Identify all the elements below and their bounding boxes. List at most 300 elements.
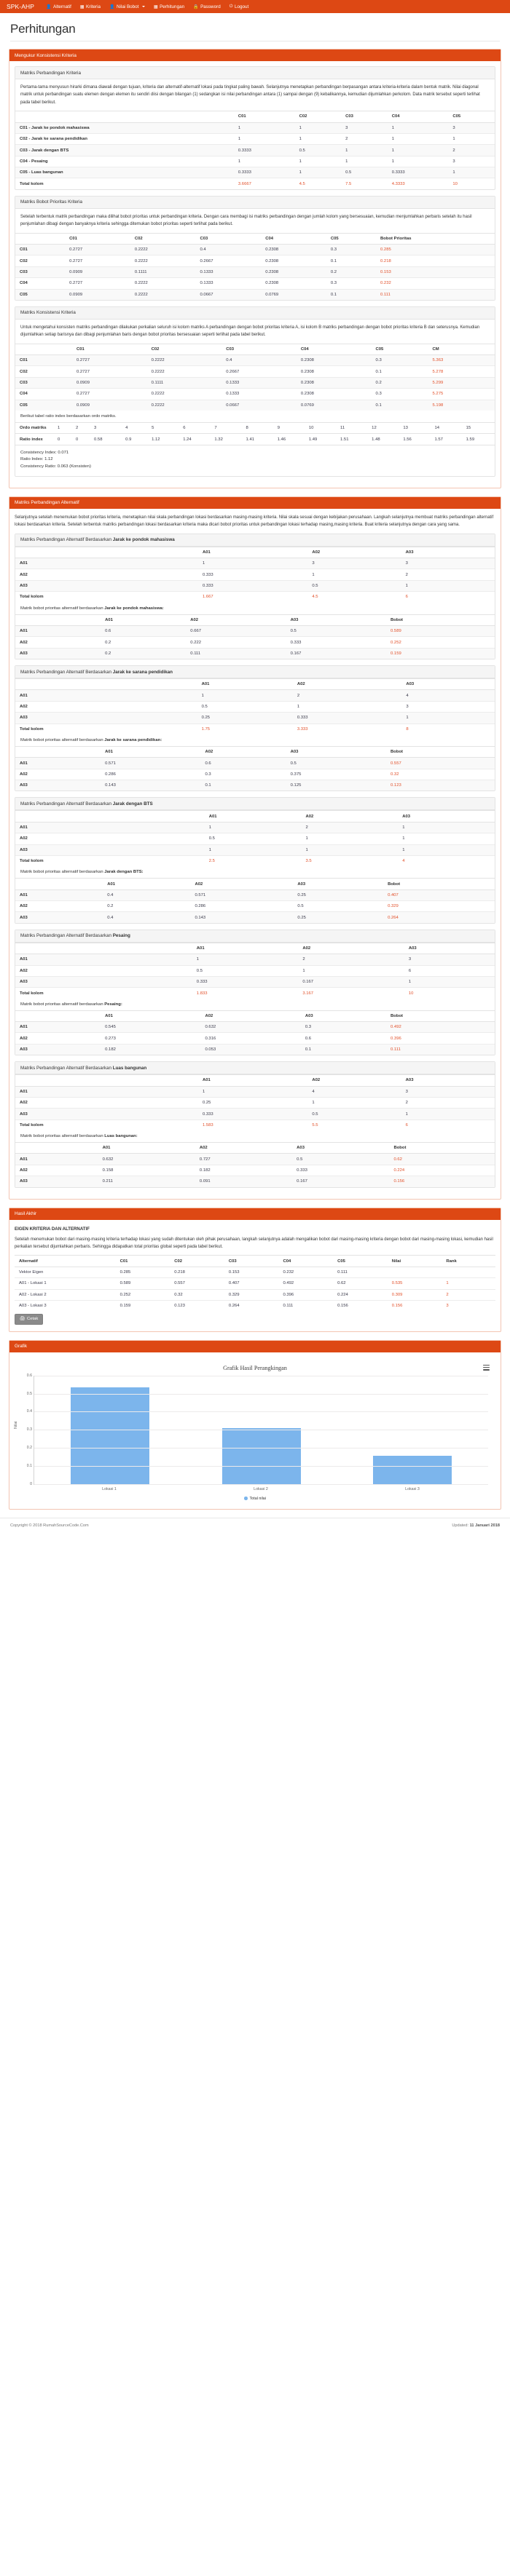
ratio-index-value-cell: 0 bbox=[55, 434, 73, 445]
table-cell: 0.3 bbox=[372, 355, 428, 366]
table-cell-highlight: 0.153 bbox=[376, 266, 495, 277]
table-row-label: Total kolom bbox=[15, 178, 234, 189]
table-column-header bbox=[15, 1075, 198, 1086]
table-column-header: C01 bbox=[116, 1256, 170, 1267]
table-row-label: A01 bbox=[15, 889, 103, 900]
table-cell: 0.3 bbox=[301, 1022, 386, 1033]
table-cell: 4 bbox=[401, 690, 495, 701]
panel-perbandingan-alternatif bbox=[9, 496, 501, 1200]
table-cell: 0.5 bbox=[292, 1154, 389, 1165]
table-header-row bbox=[15, 233, 495, 244]
table-cell: 1 bbox=[301, 844, 398, 855]
chart-bar[interactable] bbox=[373, 1456, 452, 1484]
table-column-header: CM bbox=[428, 344, 495, 354]
table-row-label: A02 bbox=[15, 637, 101, 648]
table-column-header: A02 bbox=[195, 1143, 292, 1154]
page-container bbox=[0, 22, 510, 1510]
table-row-label: A03 bbox=[15, 648, 101, 659]
table-cell: 1 bbox=[341, 156, 388, 167]
criteria-name: Jarak ke sarana pendidikan bbox=[112, 669, 173, 675]
ratio-index-row-label: Ratio index bbox=[15, 434, 55, 445]
table-column-header: C03 bbox=[196, 233, 262, 244]
table-cell: 0.4 bbox=[103, 912, 190, 923]
table-row-label: A01 bbox=[15, 1154, 98, 1165]
table-cell: 6 bbox=[404, 965, 495, 976]
table-cell: 6 bbox=[401, 592, 495, 603]
table-column-header: C04 bbox=[297, 344, 372, 354]
table-body bbox=[15, 1022, 495, 1055]
table-row bbox=[15, 1022, 495, 1033]
table-row-label: A03 bbox=[15, 580, 198, 591]
table-hasil-akhir bbox=[15, 1255, 495, 1311]
description-text: Untuk mengetahui konsisten matriks perbandingan dilakukan perkalian seluruh isi kolom matriks A perbandingan dengan bobot prioritas kriteria A, isi kolom B matriks perbandingan dengan bobot prioritas kriteria B dan seterusnya. Kemudian dijumlahkan setiap barisnya dan dibagi penjumlahan baris dengan bobot prioritas bersesuaian seperti terlihat pada tabel berikut. bbox=[20, 325, 480, 338]
table-body bbox=[15, 558, 495, 603]
table-cell-highlight: 0.159 bbox=[386, 648, 495, 659]
table-column-header bbox=[15, 344, 72, 354]
table-column-header: C05 bbox=[333, 1256, 388, 1267]
table-cell: 0.2222 bbox=[147, 400, 222, 411]
table-cell-highlight: 0.264 bbox=[383, 912, 495, 923]
table-column-header: C03 bbox=[221, 344, 297, 354]
grid-icon: ▦ bbox=[79, 4, 85, 9]
table-cell-rank: 2 bbox=[442, 1289, 495, 1300]
table-header-row bbox=[15, 111, 495, 122]
table-cell: 3.5 bbox=[301, 855, 398, 866]
table-row-label: C04 bbox=[15, 278, 65, 289]
table-header-row bbox=[15, 614, 495, 625]
table-cell: 0.407 bbox=[224, 1278, 279, 1289]
table-cell: 1 bbox=[298, 965, 404, 976]
ratio-index-ordo-cell: 3 bbox=[91, 422, 122, 433]
table-row-label: A03 - Lokasi 3 bbox=[15, 1300, 116, 1311]
table-column-header: A03 bbox=[286, 614, 386, 625]
table-cell: 0.2 bbox=[101, 637, 186, 648]
footer-updated bbox=[452, 1523, 500, 1528]
table-cell: 7.5 bbox=[341, 178, 388, 189]
table-body bbox=[15, 690, 495, 734]
table-header-row bbox=[15, 1143, 495, 1154]
table-column-header: C01 bbox=[65, 233, 130, 244]
nav-label: Nilai Bobot bbox=[116, 4, 139, 9]
table-row-label: A01 bbox=[15, 1022, 101, 1033]
box-title: Matriks Perbandingan Alternatif Berdasarkan Jarak dengan BTS bbox=[15, 798, 495, 810]
table-cell: 1 bbox=[341, 145, 388, 156]
table-column-header: A03 bbox=[401, 1075, 495, 1086]
table-row bbox=[15, 912, 495, 923]
table-cell: 0.2308 bbox=[261, 266, 326, 277]
table-cell: 0.32 bbox=[170, 1289, 224, 1300]
table-column-header bbox=[15, 943, 192, 954]
table-cell: 0.375 bbox=[286, 769, 386, 780]
table-cell: 0.1 bbox=[372, 366, 428, 377]
table-row-label: A01 - Lokasi 1 bbox=[15, 1278, 116, 1289]
table-row bbox=[15, 122, 495, 133]
table-cell: 0.211 bbox=[98, 1176, 195, 1187]
table-cell: 0.5 bbox=[295, 145, 342, 156]
table-cell: 0.125 bbox=[286, 780, 386, 791]
table-body bbox=[15, 758, 495, 791]
table-cell: 2 bbox=[401, 1097, 495, 1108]
table-row bbox=[15, 769, 495, 780]
chart-bar[interactable] bbox=[222, 1428, 301, 1484]
table-cell: 2.5 bbox=[205, 855, 302, 866]
table-cell: 0.1 bbox=[326, 255, 376, 266]
table-cell: 0.5 bbox=[286, 625, 386, 636]
table-cell: 0.333 bbox=[198, 1109, 307, 1119]
table-cell: 1 bbox=[398, 822, 495, 833]
table-cell: 0.727 bbox=[195, 1154, 292, 1165]
table-cell: 1 bbox=[198, 1086, 307, 1097]
table-cell: 0.2667 bbox=[221, 366, 297, 377]
box-matriks-konsistensi bbox=[15, 306, 495, 477]
description-text: Setelah menemukan bobot dari masing-masing kriteria terhadap lokasi yang sudah ditentukan oleh pihak perusahaan, langkah selanjutnya adalah mengalikan bobot dari masing-masing kriteria dengan bobot dari masing-masing lokasi, kemudian hasil perkalian tersebut dijumlahkan perbaris. Sehingga didapatkan total prioritas global seperti pada tabel berikut. bbox=[15, 1237, 493, 1250]
table-row-label: A01 bbox=[15, 690, 197, 701]
table-cell: 0.091 bbox=[195, 1176, 292, 1187]
table-column-header: C05 bbox=[372, 344, 428, 354]
box-title: Matriks Perbandingan Alternatif Berdasarkan Pesaing bbox=[15, 930, 495, 943]
table-cell: 0.5 bbox=[197, 701, 293, 712]
chart-bar[interactable] bbox=[71, 1387, 149, 1484]
legend-label: Total nilai bbox=[249, 1496, 266, 1501]
table-row bbox=[15, 266, 495, 277]
table-column-header: A03 bbox=[293, 879, 383, 889]
bobot-note: Matrik bobot prioritas alternatif berdasarkan Jarak ke pondok mahasiswa: bbox=[20, 606, 164, 611]
table-cell-highlight: 0.396 bbox=[386, 1033, 495, 1044]
bobot-note: Matrik bobot prioritas alternatif berdasarkan Jarak dengan BTS: bbox=[20, 870, 144, 875]
table-cell: 0.143 bbox=[101, 780, 200, 791]
table-bobot-alternatif bbox=[15, 1142, 495, 1187]
table-cell: 3 bbox=[307, 558, 401, 569]
nav-item-alternatif[interactable] bbox=[42, 4, 76, 9]
table-cell: 0.0769 bbox=[261, 289, 326, 300]
panel-body bbox=[9, 509, 501, 1199]
table-row bbox=[15, 289, 495, 300]
table-cell: 0.286 bbox=[190, 901, 293, 912]
table-cell: 1.667 bbox=[198, 592, 307, 603]
table-cell-highlight: 0.252 bbox=[386, 637, 495, 648]
table-row-label: A03 bbox=[15, 1109, 198, 1119]
table-cell: 0.1333 bbox=[221, 389, 297, 400]
table-cell: 0.2 bbox=[103, 901, 190, 912]
table-row bbox=[15, 1289, 495, 1300]
nav-item-nilai-bobot[interactable] bbox=[105, 4, 149, 9]
chart-gridline bbox=[34, 1466, 488, 1467]
table-column-header: A02 bbox=[307, 1075, 401, 1086]
table-cell: 0.273 bbox=[101, 1033, 200, 1044]
chart-container bbox=[15, 1358, 495, 1504]
table-cell-nilai: 0.156 bbox=[388, 1300, 442, 1311]
chart-y-tick: 0.2 bbox=[26, 1446, 32, 1450]
table-cell: 0.3 bbox=[372, 389, 428, 400]
table-row bbox=[15, 1300, 495, 1311]
table-row bbox=[15, 844, 495, 855]
table-header-row bbox=[15, 344, 495, 354]
table-cell: 1 bbox=[388, 156, 449, 167]
table-cell: 0.111 bbox=[333, 1267, 388, 1277]
table-cell: 0.286 bbox=[101, 769, 200, 780]
table-body bbox=[15, 355, 495, 411]
table-cell: 4 bbox=[307, 1086, 401, 1097]
table-cell: 0.2308 bbox=[261, 245, 326, 255]
table-cell: 3 bbox=[448, 122, 495, 133]
hamburger-menu-icon[interactable] bbox=[483, 1365, 490, 1371]
table-row-label: A02 bbox=[15, 1033, 101, 1044]
ratio-index-value-cell: 1.51 bbox=[337, 434, 369, 445]
table-column-header: Rank bbox=[442, 1256, 495, 1267]
table-body bbox=[15, 822, 495, 866]
table-row-label: Total kolom bbox=[15, 592, 198, 603]
criteria-name: Jarak ke pondok mahasiswa: bbox=[104, 606, 164, 611]
table-cell: 4.3333 bbox=[388, 178, 449, 189]
table-cell: 0.1111 bbox=[147, 377, 222, 388]
table-row bbox=[15, 278, 495, 289]
table-row bbox=[15, 855, 495, 866]
table-cell: 8 bbox=[401, 724, 495, 734]
box-alternatif-group bbox=[15, 797, 495, 923]
table-row bbox=[15, 592, 495, 603]
table-cell-highlight: 5.363 bbox=[428, 355, 495, 366]
ratio-index-value-cell: 1.12 bbox=[149, 434, 180, 445]
table-bobot-alternatif bbox=[15, 746, 495, 791]
table-cell: 0.0769 bbox=[297, 400, 372, 411]
table-perbandingan-alternatif bbox=[15, 678, 495, 734]
table-column-header bbox=[15, 746, 101, 757]
table-column-header: A02 bbox=[186, 614, 286, 625]
table-cell: 3 bbox=[404, 954, 495, 965]
table-column-header: A01 bbox=[198, 1075, 307, 1086]
ratio-index: Ratio Index: 1.12 bbox=[20, 457, 53, 462]
bobot-note: Matrik bobot prioritas alternatif berdasarkan Pesaing: bbox=[20, 1002, 122, 1007]
hasil-akhir-subtitle: EIGEN KRITERIA DAN ALTERNATIF bbox=[15, 1226, 90, 1232]
table-column-header: A02 bbox=[201, 1010, 301, 1021]
table-cell: 0.0909 bbox=[65, 289, 130, 300]
table-cell: 0.396 bbox=[278, 1289, 333, 1300]
table-cell: 0.25 bbox=[293, 912, 383, 923]
table-cell-highlight: 0.111 bbox=[386, 1044, 495, 1055]
nav-item-perhitungan[interactable] bbox=[149, 4, 189, 9]
table-cell: 2 bbox=[341, 133, 388, 144]
table-column-header: A01 bbox=[192, 943, 299, 954]
brand-logo[interactable]: SPK-AHP bbox=[7, 3, 35, 10]
table-cell: 0.252 bbox=[116, 1289, 170, 1300]
table-cell: 0.285 bbox=[116, 1267, 170, 1277]
nav-item-password[interactable] bbox=[189, 4, 225, 9]
table-cell: 1 bbox=[448, 133, 495, 144]
table-row-label: A03 bbox=[15, 976, 192, 987]
table-header-row bbox=[15, 811, 495, 822]
table-row-label: A02 - Lokasi 2 bbox=[15, 1289, 116, 1300]
table-row-label: Total kolom bbox=[15, 855, 205, 866]
table-column-header: C04 bbox=[261, 233, 326, 244]
table-row-label: Total kolom bbox=[15, 1119, 198, 1130]
table-column-header: C02 bbox=[170, 1256, 224, 1267]
ratio-index-value-cell: 0.9 bbox=[122, 434, 149, 445]
table-row-label: A02 bbox=[15, 769, 101, 780]
table-cell: 0.571 bbox=[190, 889, 293, 900]
table-row-label: C05 bbox=[15, 289, 65, 300]
table-column-header: A01 bbox=[103, 879, 190, 889]
table-column-header: C05 bbox=[326, 233, 376, 244]
table-column-header: C02 bbox=[295, 111, 342, 122]
table-cell: 2 bbox=[448, 145, 495, 156]
table-row bbox=[15, 988, 495, 999]
table-column-header: C03 bbox=[224, 1256, 279, 1267]
table-cell: 0.2 bbox=[326, 266, 376, 277]
table-column-header: A03 bbox=[398, 811, 495, 822]
table-row bbox=[15, 178, 495, 189]
table-row bbox=[15, 1086, 495, 1097]
table-row-label: C02 bbox=[15, 255, 65, 266]
table-cell: 0.3 bbox=[326, 245, 376, 255]
table-cell: 0.2308 bbox=[297, 389, 372, 400]
table-column-header bbox=[15, 233, 65, 244]
table-row-label: A01 bbox=[15, 625, 101, 636]
chart-x-tick: Lokasi 1 bbox=[102, 1486, 117, 1491]
table-cell-nilai: 0.535 bbox=[388, 1278, 442, 1289]
nav-item-logout[interactable] bbox=[225, 4, 254, 9]
table-row-label: A01 bbox=[15, 954, 192, 965]
table-column-header: A03 bbox=[301, 1010, 386, 1021]
table-cell: 0.3333 bbox=[234, 167, 295, 178]
criteria-name: Jarak dengan BTS: bbox=[104, 870, 144, 875]
nav-item-kriteria[interactable] bbox=[76, 4, 105, 9]
table-cell-highlight: 0.32 bbox=[386, 769, 495, 780]
page-title: Perhitungan bbox=[10, 22, 76, 36]
table-cell-highlight: 0.111 bbox=[376, 289, 495, 300]
table-row bbox=[15, 901, 495, 912]
ratio-index-ordo-cell: 2 bbox=[73, 422, 91, 433]
table-cell: 1.75 bbox=[197, 724, 293, 734]
table-row-label: A01 bbox=[15, 758, 101, 769]
table-cell: 0.2727 bbox=[65, 245, 130, 255]
table-cell: 0.1 bbox=[201, 780, 286, 791]
table-cell: 0.111 bbox=[278, 1300, 333, 1311]
box-title: Matriks Perbandingan Alternatif Berdasarkan Jarak ke sarana pendidikan bbox=[15, 666, 495, 678]
table-cell: 1 bbox=[192, 954, 299, 965]
chevron-down-icon bbox=[142, 6, 145, 7]
user-icon: 👤 bbox=[46, 4, 52, 9]
table-cell: 0.5 bbox=[341, 167, 388, 178]
box-matriks-bobot-prioritas bbox=[15, 196, 495, 301]
table-row bbox=[15, 156, 495, 167]
table-body bbox=[15, 1154, 495, 1187]
table-cell: 0.0909 bbox=[65, 266, 130, 277]
table-cell: 0.2727 bbox=[72, 355, 147, 366]
table-cell: 0.3 bbox=[201, 769, 286, 780]
box-title: Matriks Perbandingan Kriteria bbox=[15, 67, 495, 79]
panel-title: Grafik bbox=[9, 1341, 501, 1352]
table-header-row bbox=[15, 1075, 495, 1086]
table-column-header: A03 bbox=[292, 1143, 389, 1154]
chart-legend[interactable] bbox=[17, 1497, 493, 1501]
table-cell: 0.3333 bbox=[388, 167, 449, 178]
table-row bbox=[15, 366, 495, 377]
table-cell: 0.2308 bbox=[261, 255, 326, 266]
table-row bbox=[15, 724, 495, 734]
table-cell: 2 bbox=[401, 569, 495, 580]
table-cell: 0.156 bbox=[333, 1300, 388, 1311]
box-body bbox=[15, 79, 495, 106]
print-button[interactable] bbox=[15, 1314, 43, 1324]
table-cell: 0.2 bbox=[372, 377, 428, 388]
table-cell-highlight: 0.557 bbox=[386, 758, 495, 769]
table-header-row bbox=[15, 547, 495, 558]
table-cell: 0.589 bbox=[116, 1278, 170, 1289]
box-alternatif-group bbox=[15, 665, 495, 791]
table-cell: 3.6667 bbox=[234, 178, 295, 189]
table-row bbox=[15, 1267, 495, 1277]
table-row bbox=[15, 976, 495, 987]
table-row bbox=[15, 1278, 495, 1289]
table-column-header bbox=[15, 879, 103, 889]
table-cell: 0.333 bbox=[293, 713, 402, 724]
table-cell: 1.583 bbox=[198, 1119, 307, 1130]
table-column-header: Bobot bbox=[386, 614, 495, 625]
table-row bbox=[15, 713, 495, 724]
table-cell-highlight: 5.275 bbox=[428, 389, 495, 400]
table-row bbox=[15, 145, 495, 156]
table-cell: 0.557 bbox=[170, 1278, 224, 1289]
table-body bbox=[15, 245, 495, 300]
criteria-name: Pesaing bbox=[112, 933, 130, 939]
table-row-label: C05 bbox=[15, 400, 72, 411]
table-row bbox=[15, 625, 495, 636]
panel-body bbox=[9, 1220, 501, 1331]
table-bobot-prioritas bbox=[15, 233, 495, 300]
table-cell-highlight: 0.156 bbox=[389, 1176, 495, 1187]
ratio-index-row-label: Ordo matriks bbox=[15, 422, 55, 433]
table-row bbox=[15, 690, 495, 701]
table-row bbox=[15, 389, 495, 400]
table-cell: 0.25 bbox=[197, 713, 293, 724]
consistency-index: Consistency Index: 0.071 bbox=[20, 450, 69, 455]
table-cell: 0.2222 bbox=[130, 245, 196, 255]
table-column-header: A01 bbox=[101, 614, 186, 625]
table-cell: 0.5 bbox=[307, 1109, 401, 1119]
table-cell: 3 bbox=[448, 156, 495, 167]
table-row bbox=[15, 758, 495, 769]
print-button-label: Cetak bbox=[26, 1317, 39, 1322]
table-header-row bbox=[15, 1256, 495, 1267]
ratio-index-ordo-cell: 14 bbox=[431, 422, 463, 433]
table-cell: 4.5 bbox=[295, 178, 342, 189]
table-cell: 0.571 bbox=[101, 758, 200, 769]
table-cell: 2 bbox=[298, 954, 404, 965]
table-column-header: A03 bbox=[401, 679, 495, 690]
table-row-label: A02 bbox=[15, 901, 103, 912]
table-row-label: A03 bbox=[15, 1044, 101, 1055]
criteria-name: Luas bangunan bbox=[112, 1065, 147, 1071]
table-row bbox=[15, 569, 495, 580]
ratio-index-ordo-cell: 11 bbox=[337, 422, 369, 433]
chart-x-tick: Lokasi 2 bbox=[254, 1486, 268, 1491]
ratio-index-ordo-cell: 8 bbox=[243, 422, 275, 433]
chart-plot-area bbox=[26, 1373, 488, 1486]
table-row bbox=[15, 255, 495, 266]
ratio-index-ordo-cell: 7 bbox=[211, 422, 243, 433]
user-icon: 👤 bbox=[109, 4, 115, 9]
power-icon: ⏻ bbox=[229, 4, 233, 9]
table-cell: 3 bbox=[401, 558, 495, 569]
table-cell: 0.2727 bbox=[65, 255, 130, 266]
calculator-icon: ▦ bbox=[153, 4, 158, 9]
table-row bbox=[15, 780, 495, 791]
table-column-header: A01 bbox=[198, 547, 307, 558]
table-row bbox=[15, 965, 495, 976]
ratio-index-ordo-cell: 1 bbox=[55, 422, 73, 433]
table-cell: 0.6 bbox=[201, 758, 286, 769]
table-cell: 1 bbox=[295, 156, 342, 167]
